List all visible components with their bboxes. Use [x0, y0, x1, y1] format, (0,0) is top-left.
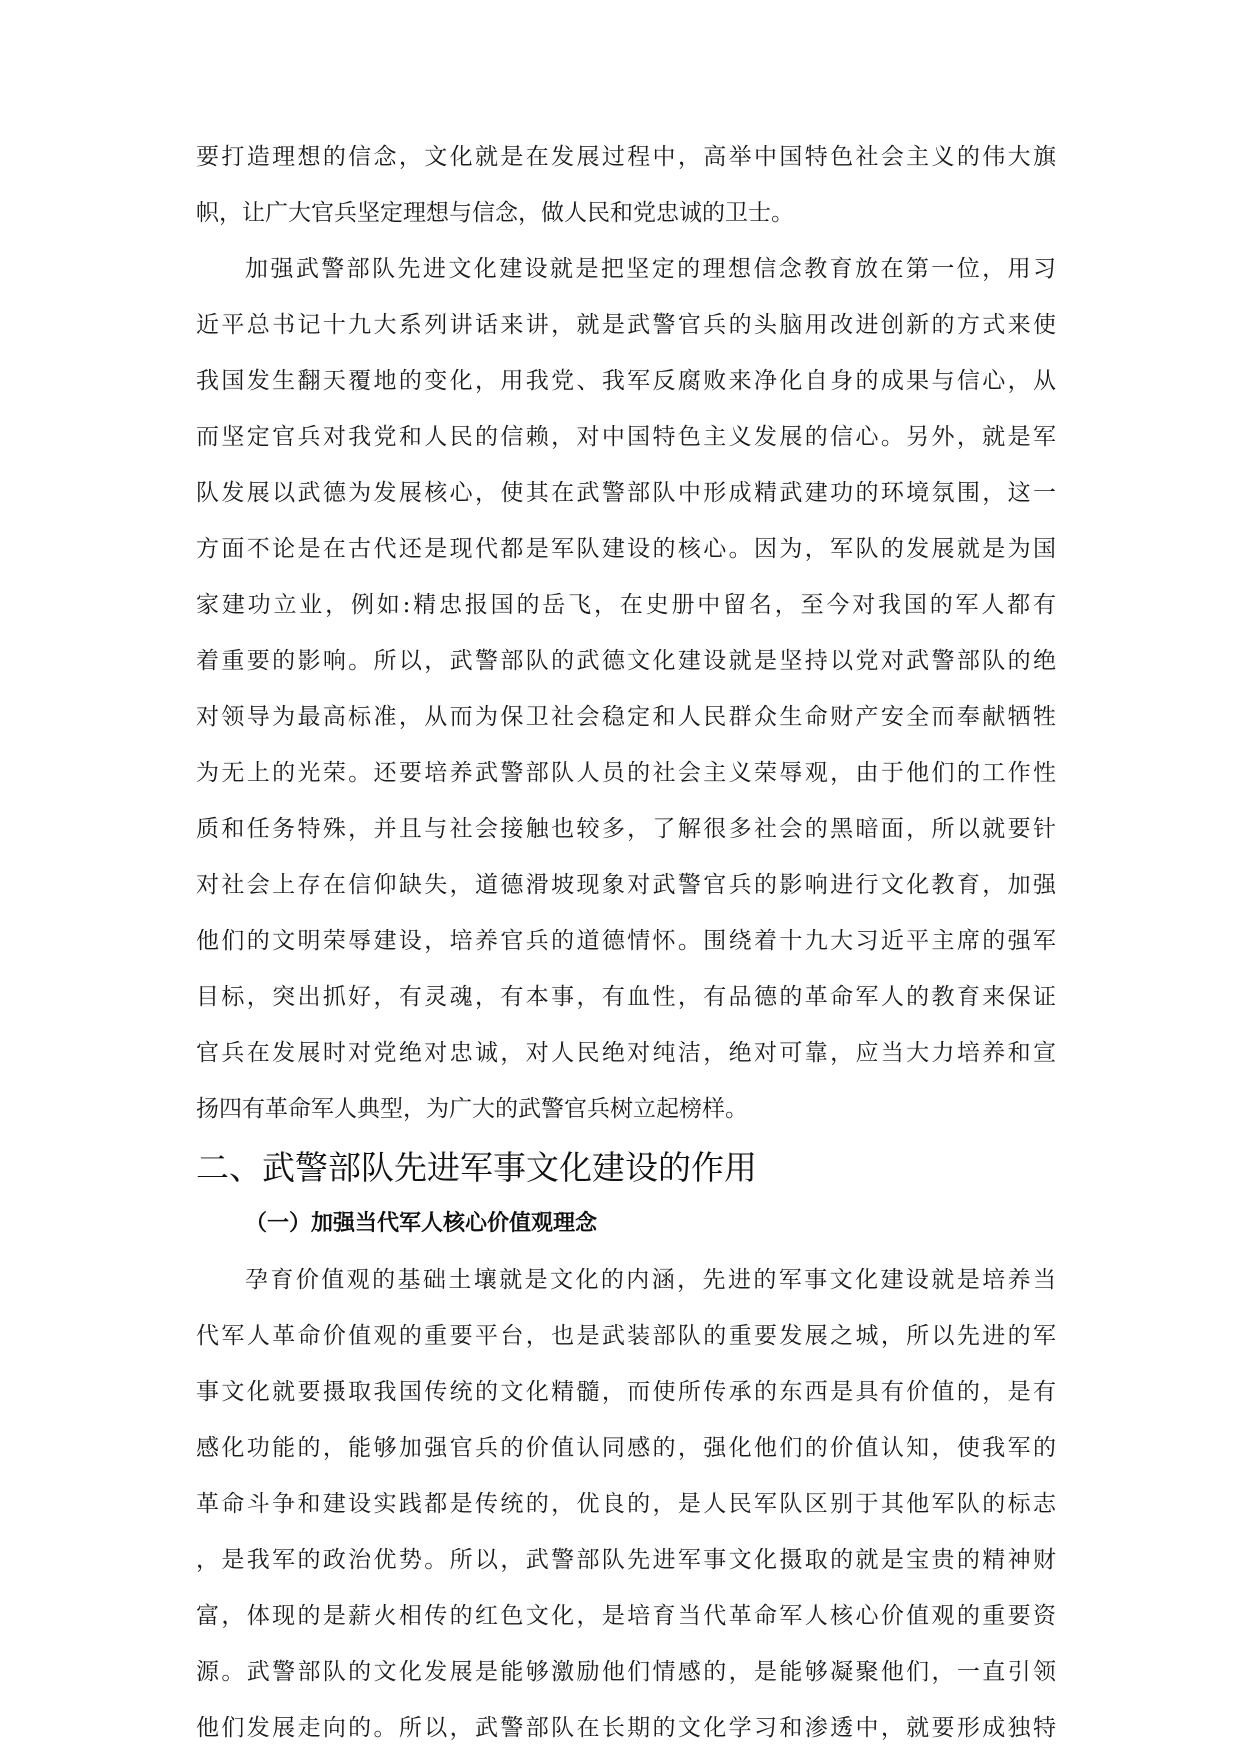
paragraph-3-line-2: 代军人革命价值观的重要平台，也是武装部队的重要发展之城，所以先进的军	[196, 1323, 1056, 1349]
paragraph-2-line-3: 我国发生翻天覆地的变化，用我党、我军反腐败来净化自身的成果与信心，从	[196, 368, 1056, 394]
paragraph-3-line-3: 事文化就要摄取我国传统的文化精髓，而使所传承的东西是具有价值的，是有	[196, 1379, 1056, 1405]
paragraph-2-line-11: 质和任务特殊，并且与社会接触也较多，了解很多社会的黑暗面，所以就要针	[196, 816, 1056, 842]
paragraph-2-line-13: 他们的文明荣辱建设，培养官兵的道德情怀。围绕着十九大习近平主席的强军	[196, 928, 1056, 954]
paragraph-2-line-2: 近平总书记十九大系列讲话来讲，就是武警官兵的头脑用改进创新的方式来使	[196, 312, 1056, 338]
paragraph-3-line-7: 富，体现的是薪火相传的红色文化，是培育当代革命军人核心价值观的重要资	[196, 1603, 1056, 1629]
paragraph-2-line-12: 对社会上存在信仰缺失，道德滑坡现象对武警官兵的影响进行文化教育，加强	[196, 872, 1056, 898]
section-heading: 二、武警部队先进军事文化建设的作用	[196, 1148, 757, 1187]
paragraph-2-line-14: 目标，突出抓好，有灵魂，有本事，有血性，有品德的革命军人的教育来保证	[196, 984, 1056, 1010]
paragraph-2-line-10: 为无上的光荣。还要培养武警部队人员的社会主义荣辱观，由于他们的工作性	[196, 760, 1056, 786]
paragraph-3-line-4: 感化功能的，能够加强官兵的价值认同感的，强化他们的价值认知，使我军的	[196, 1435, 1056, 1461]
subsection-heading: （一）加强当代军人核心价值观理念	[245, 1211, 598, 1236]
paragraph-2-line-4: 而坚定官兵对我党和人民的信赖，对中国特色主义发展的信心。另外，就是军	[196, 424, 1056, 450]
paragraph-1-line-2: 帜，让广大官兵坚定理想与信念，做人民和党忠诚的卫士。	[196, 200, 794, 226]
paragraph-2-line-5: 队发展以武德为发展核心，使其在武警部队中形成精武建功的环境氛围，这一	[196, 480, 1056, 506]
paragraph-3-line-9: 他们发展走向的。所以，武警部队在长期的文化学习和渗透中，就要形成独特	[196, 1715, 1056, 1741]
paragraph-3-line-1: 孕育价值观的基础土壤就是文化的内涵，先进的军事文化建设就是培养当	[245, 1267, 1056, 1293]
paragraph-3-line-6: ，是我军的政治优势。所以，武警部队先进军事文化摄取的就是宝贵的精神财	[196, 1547, 1056, 1573]
paragraph-1-line-1: 要打造理想的信念，文化就是在发展过程中，高举中国特色社会主义的伟大旗	[196, 144, 1056, 170]
paragraph-2-line-1: 加强武警部队先进文化建设就是把坚定的理想信念教育放在第一位，用习	[245, 256, 1056, 282]
paragraph-2-line-6: 方面不论是在古代还是现代都是军队建设的核心。因为，军队的发展就是为国	[196, 536, 1056, 562]
paragraph-2-line-7: 家建功立业，例如:精忠报国的岳飞，在史册中留名，至今对我国的军人都有	[196, 592, 1056, 618]
paragraph-2-line-16: 扬四有革命军人典型，为广大的武警官兵树立起榜样。	[196, 1096, 748, 1122]
paragraph-3-line-8: 源。武警部队的文化发展是能够激励他们情感的，是能够凝聚他们，一直引领	[196, 1659, 1056, 1685]
paragraph-2-line-9: 对领导为最高标准，从而为保卫社会稳定和人民群众生命财产安全而奉献牺牲	[196, 704, 1056, 730]
paragraph-2-line-15: 官兵在发展时对党绝对忠诚，对人民绝对纯洁，绝对可靠，应当大力培养和宣	[196, 1040, 1056, 1066]
paragraph-2-line-8: 着重要的影响。所以，武警部队的武德文化建设就是坚持以党对武警部队的绝	[196, 648, 1056, 674]
paragraph-3-line-5: 革命斗争和建设实践都是传统的，优良的，是人民军队区别于其他军队的标志	[196, 1491, 1056, 1517]
